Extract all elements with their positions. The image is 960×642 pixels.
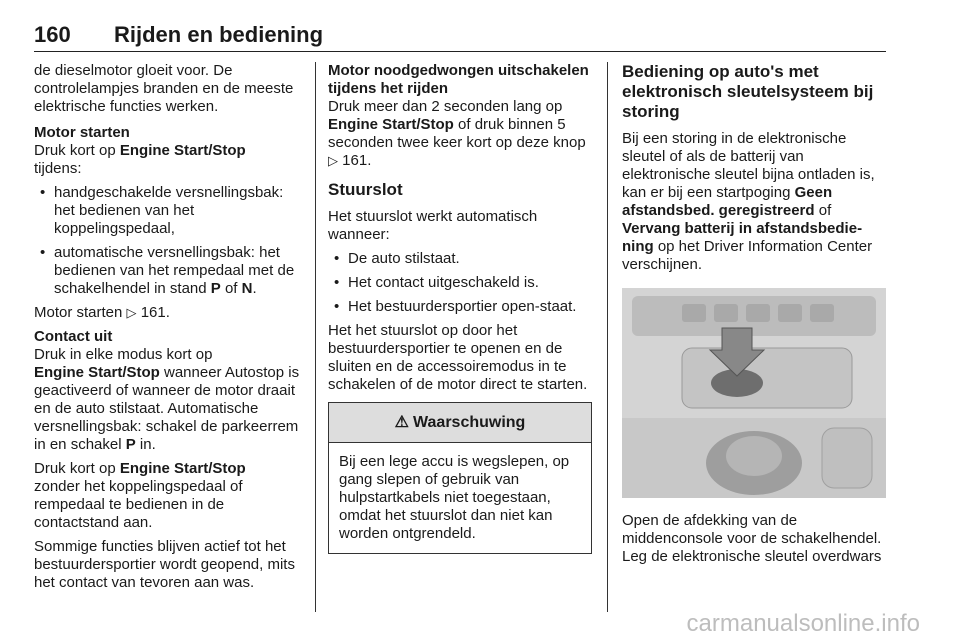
console-illustration: [622, 288, 886, 498]
page-number: 160: [34, 22, 71, 47]
stuurslot-list: [328, 250, 592, 316]
watermark: carmanualsonline.info: [686, 610, 920, 637]
noodstop-heading: Motor noodgedwongen uitschakelen tijdens het rijden: [328, 62, 589, 97]
motor-starten-ref: Motor starten ▷ 161.: [34, 304, 170, 321]
section-heading: Bediening op auto's met elektronisch sleutelsysteem bij storing: [622, 62, 874, 121]
engine-start-stop-label: Engine Start/Stop: [119, 142, 246, 159]
list-item: • Het bestuurdersportier open-staat.: [328, 298, 592, 316]
warning-header: [329, 403, 591, 443]
page-ref-icon: ▷: [126, 305, 137, 320]
warning-title: Waarschuwing: [413, 413, 526, 431]
contact-uit-p3: Sommige functies blijven actief tot het bestuurdersportier wordt geopend, mits het contact van tevoren aan was.: [34, 538, 295, 591]
contact-uit-heading: Contact uit: [34, 328, 113, 345]
page-ref-link[interactable]: 161.: [342, 152, 372, 169]
list-item: • De auto stilstaat.: [328, 250, 592, 268]
motor-starten-line: Druk kort op Engine Start/Stop: [34, 142, 246, 159]
stuurslot-heading: Stuurslot: [328, 180, 403, 199]
photo-caption: Open de afdekking van de middenconsole voor de schakelhendel. Leg de elektronische sleutel overdwars: [622, 512, 882, 565]
contact-uit-p2-line: Druk kort op Engine Start/Stop: [34, 460, 246, 477]
noodstop-paragraph: Engine Start/Stop of druk binnen 5 seconden twee keer kort op deze knop ▷ 161.: [328, 116, 586, 169]
page-title: Rijden en bediening: [114, 22, 324, 47]
motor-starten-tijdens: tijdens:: [34, 160, 82, 177]
list-item: • automatische versnellingsbak: het bedienen van het rempedaal met de schakelhendel in stand P of N.: [34, 244, 304, 298]
page-header: [34, 22, 886, 52]
column-1: [34, 62, 304, 598]
column-2: [328, 62, 592, 554]
warning-icon: ⚠: [394, 413, 410, 431]
column-divider: [315, 62, 316, 612]
contact-uit-p2: zonder het koppelingspedaal of rempedaal te bedienen in de contactstand aan.: [34, 478, 243, 531]
motor-starten-list: [34, 184, 304, 298]
page-ref-icon: ▷: [328, 153, 338, 168]
list-item: • handgeschakelde versnellingsbak: het bedienen van het koppelingspedaal,: [34, 184, 304, 238]
noodstop-line1: Druk meer dan 2 seconden lang op: [328, 98, 563, 115]
stuurslot-intro: Het stuurslot werkt automatisch wanneer:: [328, 208, 538, 243]
console-photo: [622, 288, 886, 498]
warning-body: Bij een lege accu is wegslepen, op gang slepen of gebruik van hulpstartkabels niet toegestaan, omdat het stuurslot dan niet kan worden ontgrendeld.: [339, 453, 570, 542]
storing-paragraph: Bij een storing in de elektronische sleutel of als de batterij van elektronische sleutel bijna ontladen is, kan er bij een startpoging Geen afstandsbed. geregistreerd of Vervang batterij in afstandsbedie-ning op het Driver Information Center verschijnen.: [622, 130, 875, 273]
column-divider: [607, 62, 608, 612]
contact-uit-line1: Druk in elke modus kort op: [34, 346, 213, 363]
page-ref-link[interactable]: 161.: [140, 304, 170, 321]
stuurslot-paragraph: Het het stuurslot op door het bestuurdersportier te openen en de sluiten en de accessoiremodus in te schakelen of de motor direct te starten.: [328, 322, 588, 393]
contact-uit-paragraph: Engine Start/Stop wanneer Autostop is geactiveerd of wanneer de motor draait en de auto stilstaat. Automatische versnellingsbak: schakel de parkeerrem in en schakel P in.: [34, 364, 300, 453]
warning-box: [328, 402, 592, 554]
list-item: • Het contact uitgeschakeld is.: [328, 274, 592, 292]
motor-starten-heading: Motor starten: [34, 124, 130, 141]
intro-paragraph: de dieselmotor gloeit voor. De controlelampjes branden en de meeste elektrische functies werken.: [34, 62, 294, 115]
column-3: [622, 62, 886, 572]
